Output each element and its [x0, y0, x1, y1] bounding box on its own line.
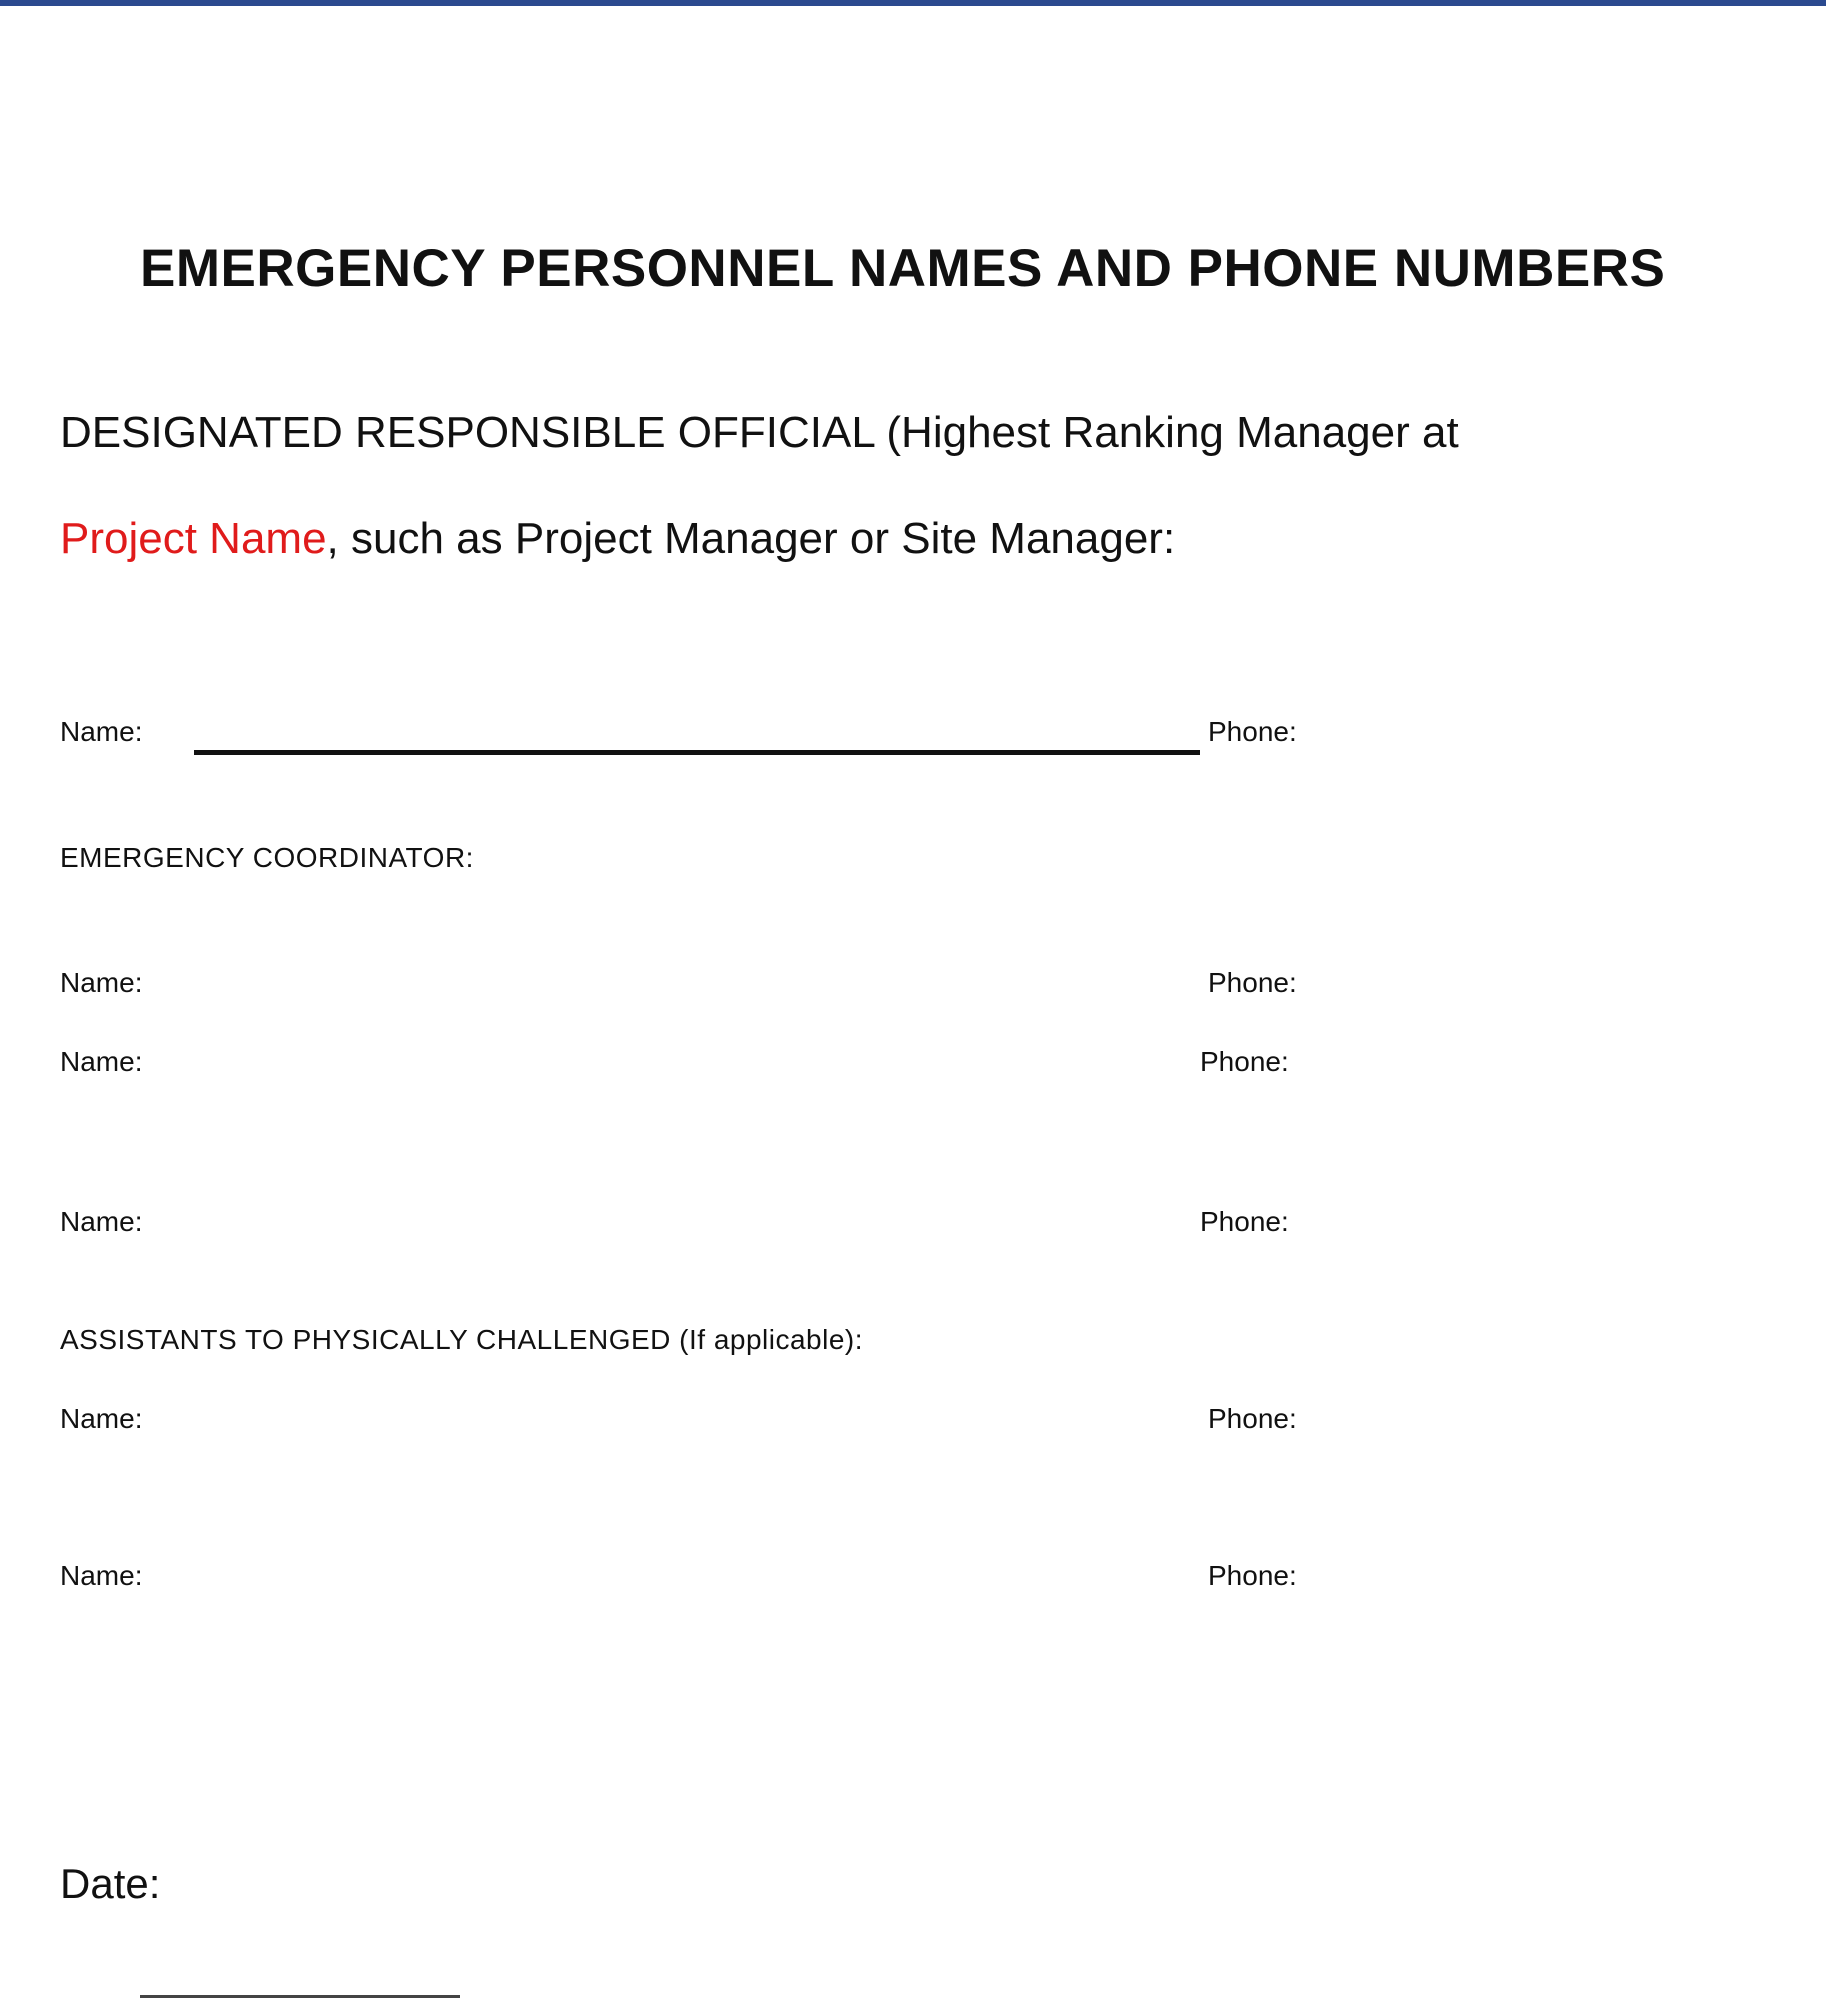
page-title: EMERGENCY PERSONNEL NAMES AND PHONE NUMBERS — [140, 239, 1666, 298]
official-description-line-2 — [60, 514, 1175, 564]
coordinator-name-label-2: Name: — [60, 1046, 143, 1077]
date-label: Date: — [60, 1860, 161, 1907]
assistant-phone-label-1: Phone: — [1208, 1403, 1297, 1434]
date-field[interactable] — [140, 1995, 460, 1998]
official-description-rest: , such as Project Manager or Site Manager: — [326, 514, 1176, 563]
top-border-rule — [0, 0, 1826, 6]
assistants-section-heading: ASSISTANTS TO PHYSICALLY CHALLENGED (If applicable): — [60, 1324, 864, 1355]
official-name-field[interactable] — [194, 750, 1200, 755]
coordinator-phone-label-2: Phone: — [1200, 1046, 1289, 1077]
coordinator-section-heading: EMERGENCY COORDINATOR: — [60, 842, 474, 873]
assistant-phone-label-2: Phone: — [1208, 1560, 1297, 1591]
official-name-label: Name: — [60, 716, 143, 747]
project-name-placeholder[interactable]: Project Name — [60, 514, 327, 563]
coordinator-phone-label-1: Phone: — [1208, 967, 1297, 998]
official-description-line-1: DESIGNATED RESPONSIBLE OFFICIAL (Highest Ranking Manager at — [60, 408, 1459, 457]
coordinator-name-label-3: Name: — [60, 1206, 143, 1237]
official-phone-label: Phone: — [1208, 716, 1297, 747]
coordinator-name-label-1: Name: — [60, 967, 143, 998]
coordinator-phone-label-3: Phone: — [1200, 1206, 1289, 1237]
assistant-name-label-2: Name: — [60, 1560, 143, 1591]
assistant-name-label-1: Name: — [60, 1403, 143, 1434]
